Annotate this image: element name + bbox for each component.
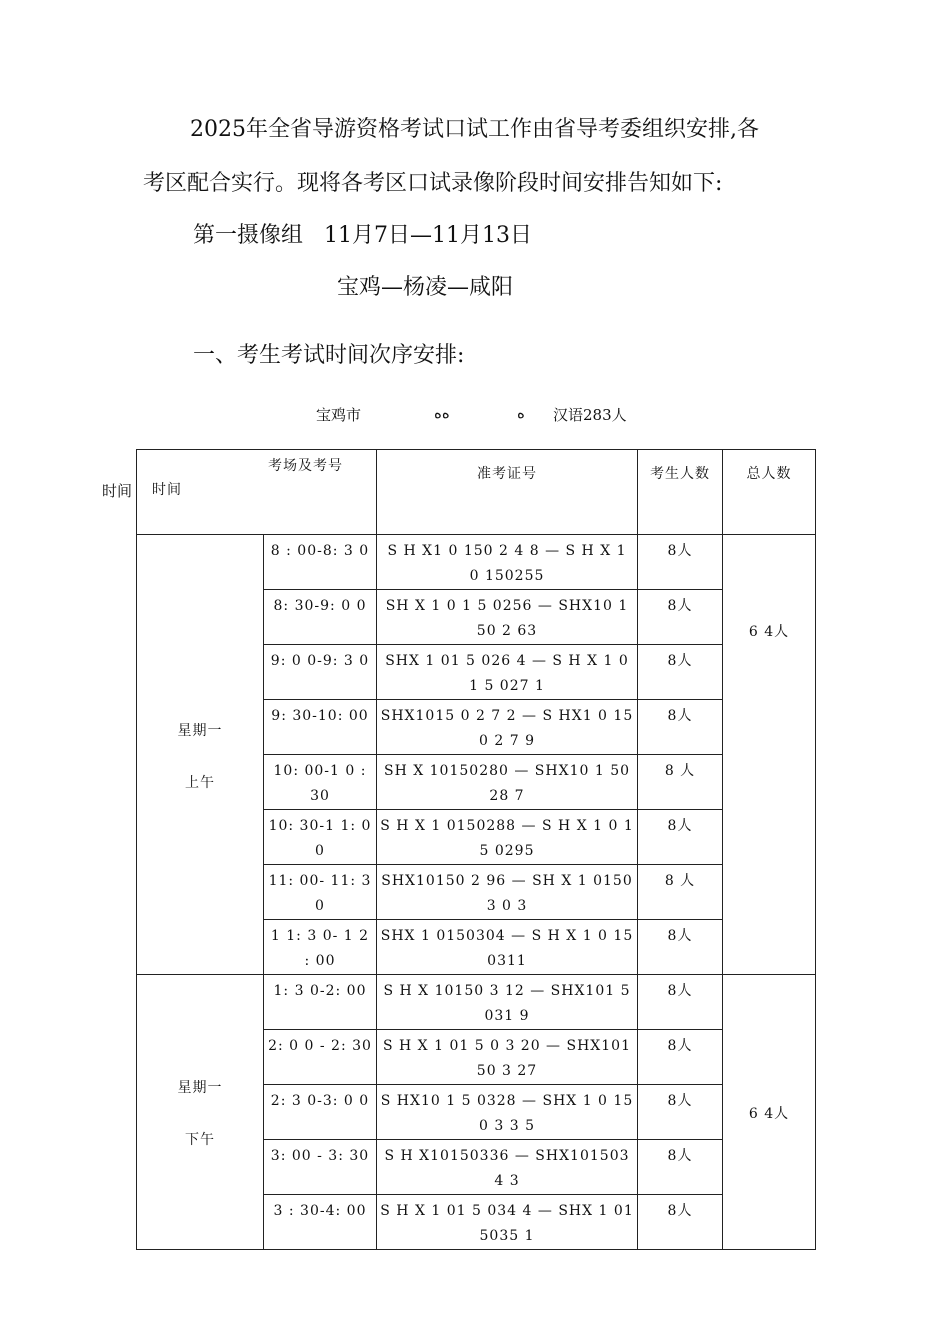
afternoon-period: 下午 bbox=[185, 1132, 215, 1148]
id-range-cell: S H X10150336 — SHX101503 4 3 bbox=[377, 1140, 638, 1195]
id-range-cell: S HX10 1 5 0328 — SHX 1 0 150 3 3 5 bbox=[377, 1085, 638, 1140]
count-cell: 8人 bbox=[638, 1195, 723, 1250]
header-count-col: 考生人数 bbox=[638, 450, 723, 535]
header-id-col: 准考证号 bbox=[377, 450, 638, 535]
id-range-cell: SHX10150 2 96 — SH X 1 0150 3 0 3 bbox=[377, 865, 638, 920]
id-range-cell: S H X1 0 150 2 4 8 — S H X 1 0 150255 bbox=[377, 535, 638, 590]
section-title: 一、考生考试时间次序安排: bbox=[193, 343, 465, 368]
table-row bbox=[137, 975, 816, 1030]
morning-day-cell bbox=[137, 535, 264, 975]
time-cell: 9: 0 0-9: 3 0 bbox=[264, 645, 377, 700]
id-range-cell: SHX 1 0150304 — S H X 1 0 150311 bbox=[377, 920, 638, 975]
table-row bbox=[137, 535, 816, 590]
id-range-cell: S H X 1 01 5 034 4 — SHX 1 015035 1 bbox=[377, 1195, 638, 1250]
afternoon-total-cell: 6 4人 bbox=[723, 975, 816, 1250]
id-range-cell: S H X 1 0150288 — S H X 1 0 1 5 0295 bbox=[377, 810, 638, 865]
caption-mark-2: ﻩ bbox=[517, 404, 525, 422]
count-cell: 8人 bbox=[638, 975, 723, 1030]
intro-line-2: 考区配合实行。现将各考区口试录像阶段时间安排告知如下: bbox=[143, 171, 723, 196]
morning-period: 上午 bbox=[185, 774, 215, 791]
route-line: 宝鸡—杨凌—咸阳 bbox=[337, 275, 514, 300]
afternoon-day-cell bbox=[137, 975, 264, 1250]
morning-total-cell: 6 4人 bbox=[723, 535, 816, 975]
camera-group-line: 第一摄像组 11月7日—11月13日 bbox=[193, 223, 532, 248]
count-cell: 8 人 bbox=[638, 865, 723, 920]
caption-language-count: 汉语283人 bbox=[553, 406, 627, 424]
table-outside-time-label: 时间 bbox=[102, 482, 133, 500]
time-cell: 8: 30-9: 0 0 bbox=[264, 590, 377, 645]
header-room-label: 考场及考号 bbox=[268, 458, 343, 474]
id-range-cell: SH X 10150280 — SHX10 1 5028 7 bbox=[377, 755, 638, 810]
time-cell: 3: 00 - 3: 30 bbox=[264, 1140, 377, 1195]
header-corner-cell bbox=[137, 450, 377, 535]
count-cell: 8人 bbox=[638, 1140, 723, 1195]
time-cell: 9: 30-10: 00 bbox=[264, 700, 377, 755]
id-range-cell: SHX 1 01 5 026 4 — S H X 1 0 1 5 027 1 bbox=[377, 645, 638, 700]
table-header-row bbox=[137, 450, 816, 535]
id-range-cell: SH X 1 0 1 5 0256 — SHX10 1 50 2 63 bbox=[377, 590, 638, 645]
count-cell: 8人 bbox=[638, 700, 723, 755]
id-range-cell: SHX1015 0 2 7 2 — S HX1 0 15 0 2 7 9 bbox=[377, 700, 638, 755]
count-cell: 8人 bbox=[638, 1030, 723, 1085]
schedule-table bbox=[136, 449, 816, 1250]
time-cell: 8 : 00-8: 3 0 bbox=[264, 535, 377, 590]
header-total-col: 总人数 bbox=[723, 450, 816, 535]
count-cell: 8人 bbox=[638, 535, 723, 590]
time-cell: 2: 3 0-3: 0 0 bbox=[264, 1085, 377, 1140]
id-range-cell: S H X 1 01 5 0 3 20 — SHX10150 3 27 bbox=[377, 1030, 638, 1085]
caption-mark-1: ﻩﻩ bbox=[434, 404, 450, 422]
count-cell: 8人 bbox=[638, 810, 723, 865]
time-cell: 2: 0 0 - 2: 30 bbox=[264, 1030, 377, 1085]
count-cell: 8人 bbox=[638, 590, 723, 645]
time-cell: 1 1: 3 0- 1 2 : 00 bbox=[264, 920, 377, 975]
count-cell: 8人 bbox=[638, 920, 723, 975]
time-cell: 11: 00- 11: 30 bbox=[264, 865, 377, 920]
time-cell: 1: 3 0-2: 00 bbox=[264, 975, 377, 1030]
count-cell: 8 人 bbox=[638, 755, 723, 810]
caption-city: 宝鸡市 bbox=[316, 406, 362, 424]
id-range-cell: S H X 10150 3 12 — SHX101 5 031 9 bbox=[377, 975, 638, 1030]
afternoon-day: 星期一 bbox=[177, 1080, 223, 1096]
morning-day: 星期一 bbox=[177, 722, 223, 739]
intro-line-1: 2025年全省导游资格考试口试工作由省导考委组织安排,各 bbox=[190, 117, 759, 142]
time-cell: 3 : 30-4: 00 bbox=[264, 1195, 377, 1250]
header-time-label: 时间 bbox=[152, 482, 182, 498]
time-cell: 10: 30-1 1: 0 0 bbox=[264, 810, 377, 865]
time-cell: 10: 00-1 0 : 30 bbox=[264, 755, 377, 810]
count-cell: 8人 bbox=[638, 645, 723, 700]
count-cell: 8人 bbox=[638, 1085, 723, 1140]
